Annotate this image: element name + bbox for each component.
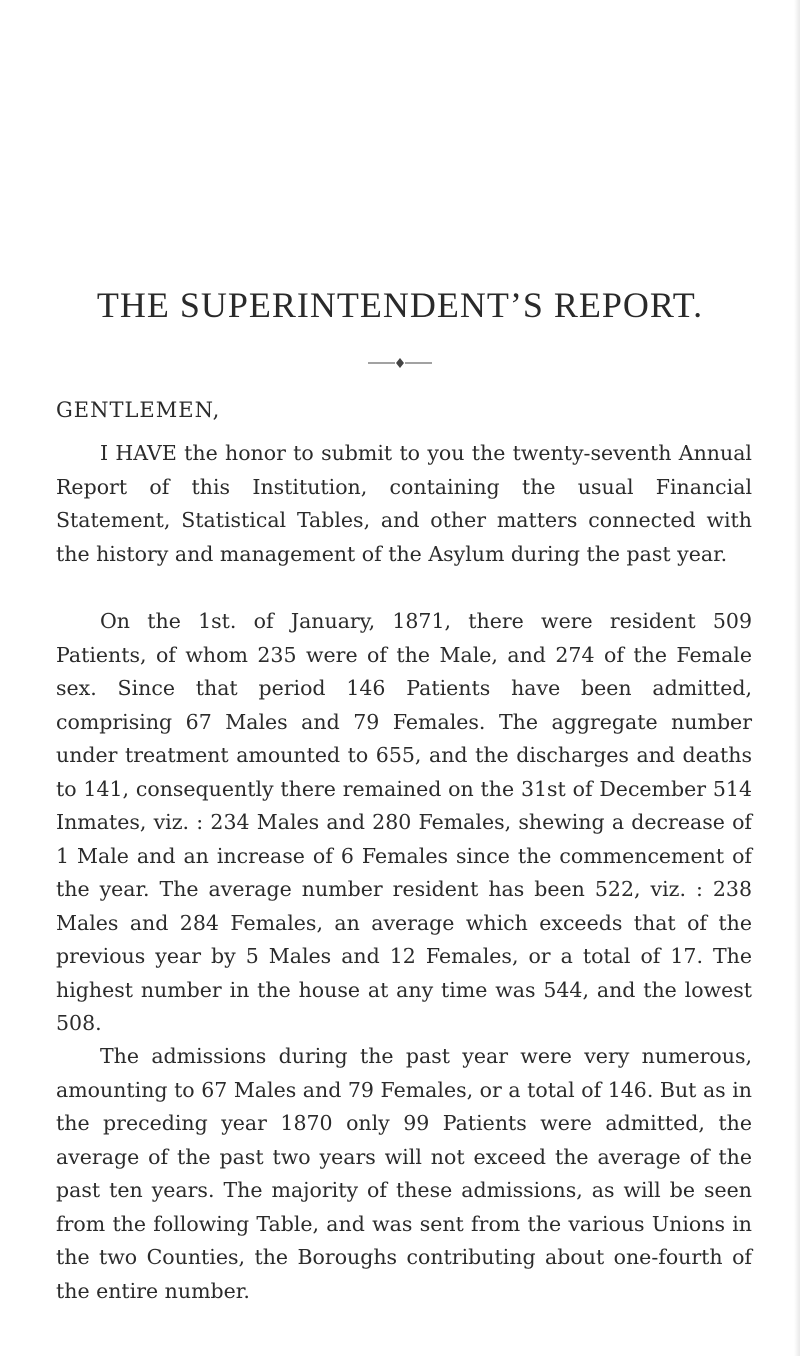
page-title: THE SUPERINTENDENT’S REPORT. [96, 285, 704, 325]
paragraph-intro: I HAVE the honor to submit to you the twenty-seventh Annual Report of this Institution, containing the usual Financial Statement, Statistical Tables, and other matters connected with the history and management of the Asylum during the past year. [56, 441, 752, 566]
page-edge-shadow [794, 0, 800, 1356]
paragraph-residents: On the 1st. of January, 1871, there were resident 509 Patients, of whom 235 were of the Male, and 274 of the Female sex. Since that period 146 Patients have been admitted, comprising 67 Males and 79 Females. The aggregate number under treatment amounted to 655, and the discharges and deaths to 141, consequently there remained on the 31st of December 514 Inmates, viz. : 234 Males and 280 Females, shewing a decrease of 1 Male and an increase of 6 Females since the commencement of the year. The average number resident has been 522, viz. : 238 Males and 284 Females, an average which exceeds that of the previous year by 5 Males and 12 Females, or a total of 17. The highest number in the house at any time was 544, and the lowest 508. [56, 609, 752, 1035]
paragraph-admissions: The admissions during the past year were very numerous, amounting to 67 Males and 79 Females, or a total of 146. But as in the preceding year 1870 only 99 Patients were admitted, the average of the past two years will not exceed the average of the past ten years. The majority of these admissions, as will be seen from the following Table, and was sent from the various Unions in the two Counties, the Boroughs contributing about one-fourth of the entire number. [56, 1044, 752, 1303]
divider-ornament-icon [368, 358, 432, 368]
salutation: GENTLEMEN, [56, 398, 221, 422]
